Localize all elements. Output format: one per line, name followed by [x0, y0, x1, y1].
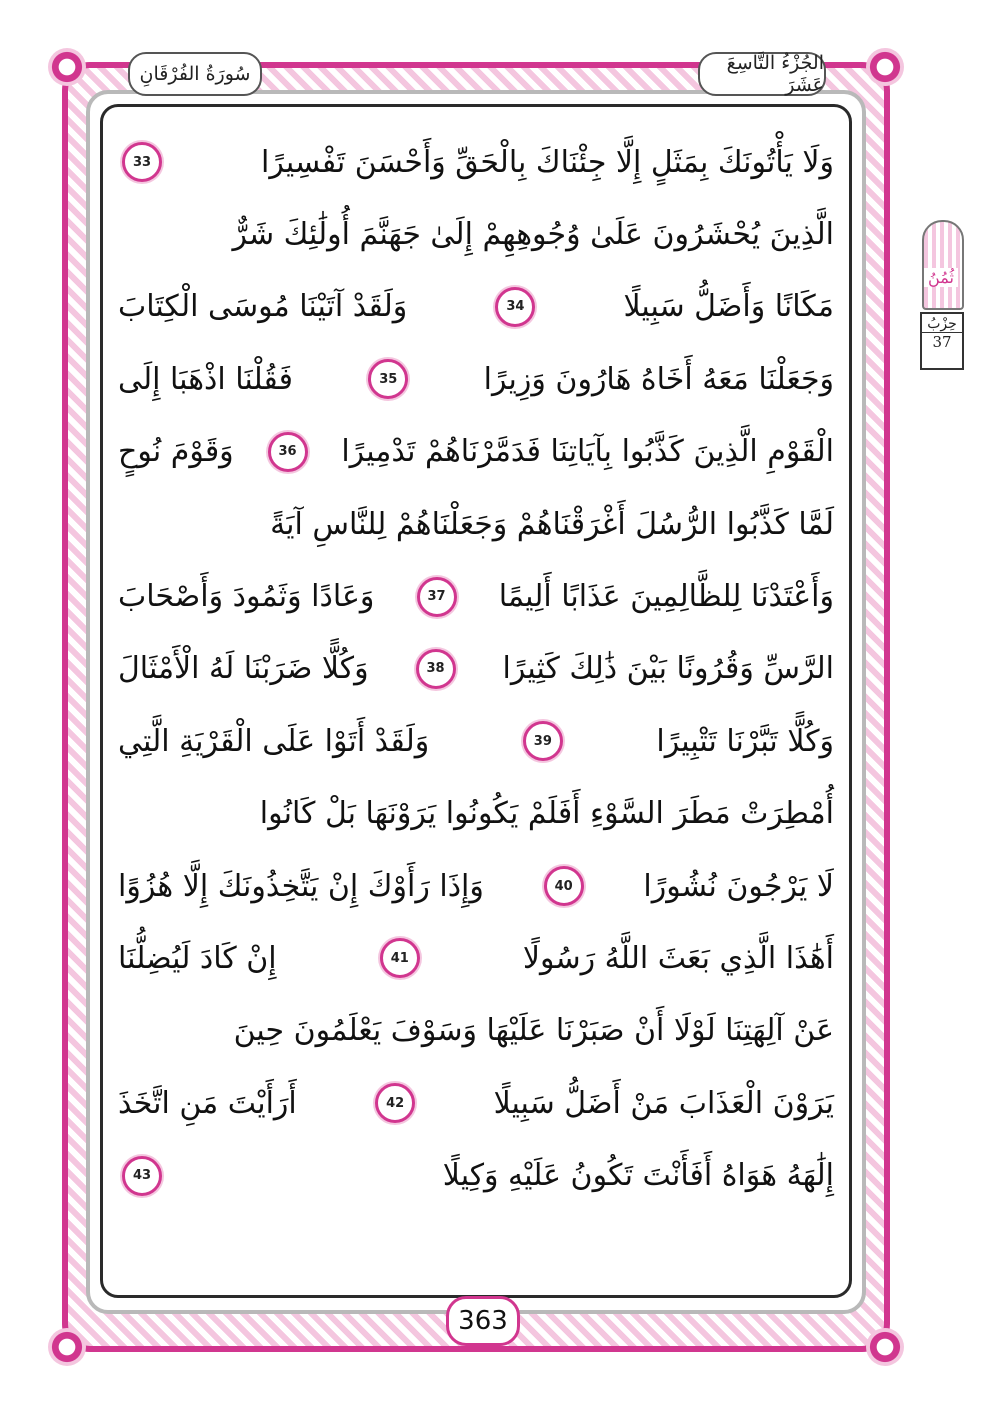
verse-text: أُمْطِرَتْ مَطَرَ السَّوْءِ أَفَلَمْ يَكُونُوا يَرَوْنَهَا بَلْ كَانُوا [259, 796, 834, 832]
verse-text: وَإِذَا رَأَوْكَ إِنْ يَتَّخِذُونَكَ إِلَّا هُزُوًا [118, 868, 484, 904]
thumun-label: ثُمُنُ [924, 268, 958, 287]
verse-text: أَرَأَيْتَ مَنِ اتَّخَذَ [118, 1085, 297, 1121]
verse-text: وَأَعْتَدْنَا لِلظَّالِمِينَ عَذَابًا أَلِيمًا [498, 579, 834, 615]
hizb-box [920, 312, 964, 370]
ayah-number-marker: 43 [122, 1156, 162, 1196]
verse-text: عَنْ آلِهَتِنَا لَوْلَا أَنْ صَبَرْنَا عَلَيْهَا وَسَوْفَ يَعْلَمُونَ حِينَ [233, 1013, 834, 1049]
text-line [118, 271, 834, 343]
ayah-number-marker: 33 [122, 142, 162, 182]
text-line [118, 416, 834, 488]
text-line [118, 560, 834, 632]
juz-name-header: الجُزْءُ التَّاسِعَ عَشَرَ [698, 52, 826, 96]
text-line [118, 633, 834, 705]
hizb-dome-ornament [922, 220, 964, 310]
verse-text: إِنْ كَادَ لَيُضِلُّنَا [118, 940, 277, 976]
verse-text: الرَّسِّ وَقُرُونًا بَيْنَ ذَٰلِكَ كَثِيرًا [502, 651, 834, 687]
ayah-number-marker: 37 [417, 577, 457, 617]
text-line [118, 343, 834, 415]
corner-ornament-bottom-left [48, 1328, 86, 1366]
ayah-number-marker: 40 [544, 866, 584, 906]
text-line [118, 126, 834, 198]
ayah-number-marker: 39 [523, 721, 563, 761]
verse-text: أَهَٰذَا الَّذِي بَعَثَ اللَّهُ رَسُولًا [522, 940, 834, 976]
ayah-number-marker: 38 [416, 649, 456, 689]
verse-text: مَكَانًا وَأَضَلُّ سَبِيلًا [623, 289, 834, 325]
hizb-marker [918, 200, 964, 370]
text-line [118, 198, 834, 270]
text-line [118, 1067, 834, 1139]
text-line [118, 995, 834, 1067]
verse-text: الْقَوْمِ الَّذِينَ كَذَّبُوا بِآيَاتِنَا فَدَمَّرْنَاهُمْ تَدْمِيرًا [341, 434, 834, 470]
verse-text: لَمَّا كَذَّبُوا الرُّسُلَ أَغْرَقْنَاهُمْ وَجَعَلْنَاهُمْ لِلنَّاسِ آيَةً [270, 506, 834, 542]
verse-text: لَا يَرْجُونَ نُشُورًا [643, 868, 834, 904]
verse-text: وَلَقَدْ آتَيْنَا مُوسَى الْكِتَابَ [118, 289, 408, 325]
hizb-label: حِزْبُ [922, 316, 962, 333]
ayah-number-marker: 36 [268, 432, 308, 472]
verse-text: وَكُلًّا ضَرَبْنَا لَهُ الْأَمْثَالَ [118, 651, 369, 687]
verse-text: إِلَٰهَهُ هَوَاهُ أَفَأَنْتَ تَكُونُ عَلَيْهِ وَكِيلًا [442, 1158, 834, 1194]
quran-text-body [118, 126, 834, 1286]
verse-text: وَلَا يَأْتُونَكَ بِمَثَلٍ إِلَّا جِئْنَاكَ بِالْحَقِّ وَأَحْسَنَ تَفْسِيرًا [261, 144, 834, 180]
verse-text: فَقُلْنَا اذْهَبَا إِلَى [118, 361, 293, 397]
ayah-number-marker: 34 [495, 287, 535, 327]
corner-ornament-top-right [866, 48, 904, 86]
verse-text: وَلَقَدْ أَتَوْا عَلَى الْقَرْيَةِ الَّتِي [118, 723, 430, 759]
verse-text: وَعَادًا وَثَمُودَ وَأَصْحَابَ [118, 579, 375, 615]
text-line [118, 922, 834, 994]
text-line [118, 705, 834, 777]
verse-text: وَكُلًّا تَبَّرْنَا تَتْبِيرًا [656, 723, 834, 759]
surah-name-header: سُورَةُ الفُرْقَانِ [128, 52, 262, 96]
verse-text: وَقَوْمَ نُوحٍ [118, 434, 234, 470]
corner-ornament-top-left [48, 48, 86, 86]
ayah-number-marker: 35 [368, 359, 408, 399]
corner-ornament-bottom-right [866, 1328, 904, 1366]
text-line [118, 1139, 834, 1211]
text-line [118, 850, 834, 922]
hizb-number: 37 [932, 333, 952, 351]
text-line [118, 488, 834, 560]
verse-text: يَرَوْنَ الْعَذَابَ مَنْ أَضَلُّ سَبِيلًا [493, 1085, 834, 1121]
verse-text: وَجَعَلْنَا مَعَهُ أَخَاهُ هَارُونَ وَزِيرًا [483, 361, 834, 397]
ayah-number-marker: 41 [380, 938, 420, 978]
page-number: 363 [446, 1296, 520, 1346]
verse-text: الَّذِينَ يُحْشَرُونَ عَلَىٰ وُجُوهِهِمْ إِلَىٰ جَهَنَّمَ أُولَٰئِكَ شَرٌّ [232, 217, 834, 253]
text-line [118, 778, 834, 850]
ayah-number-marker: 42 [375, 1083, 415, 1123]
